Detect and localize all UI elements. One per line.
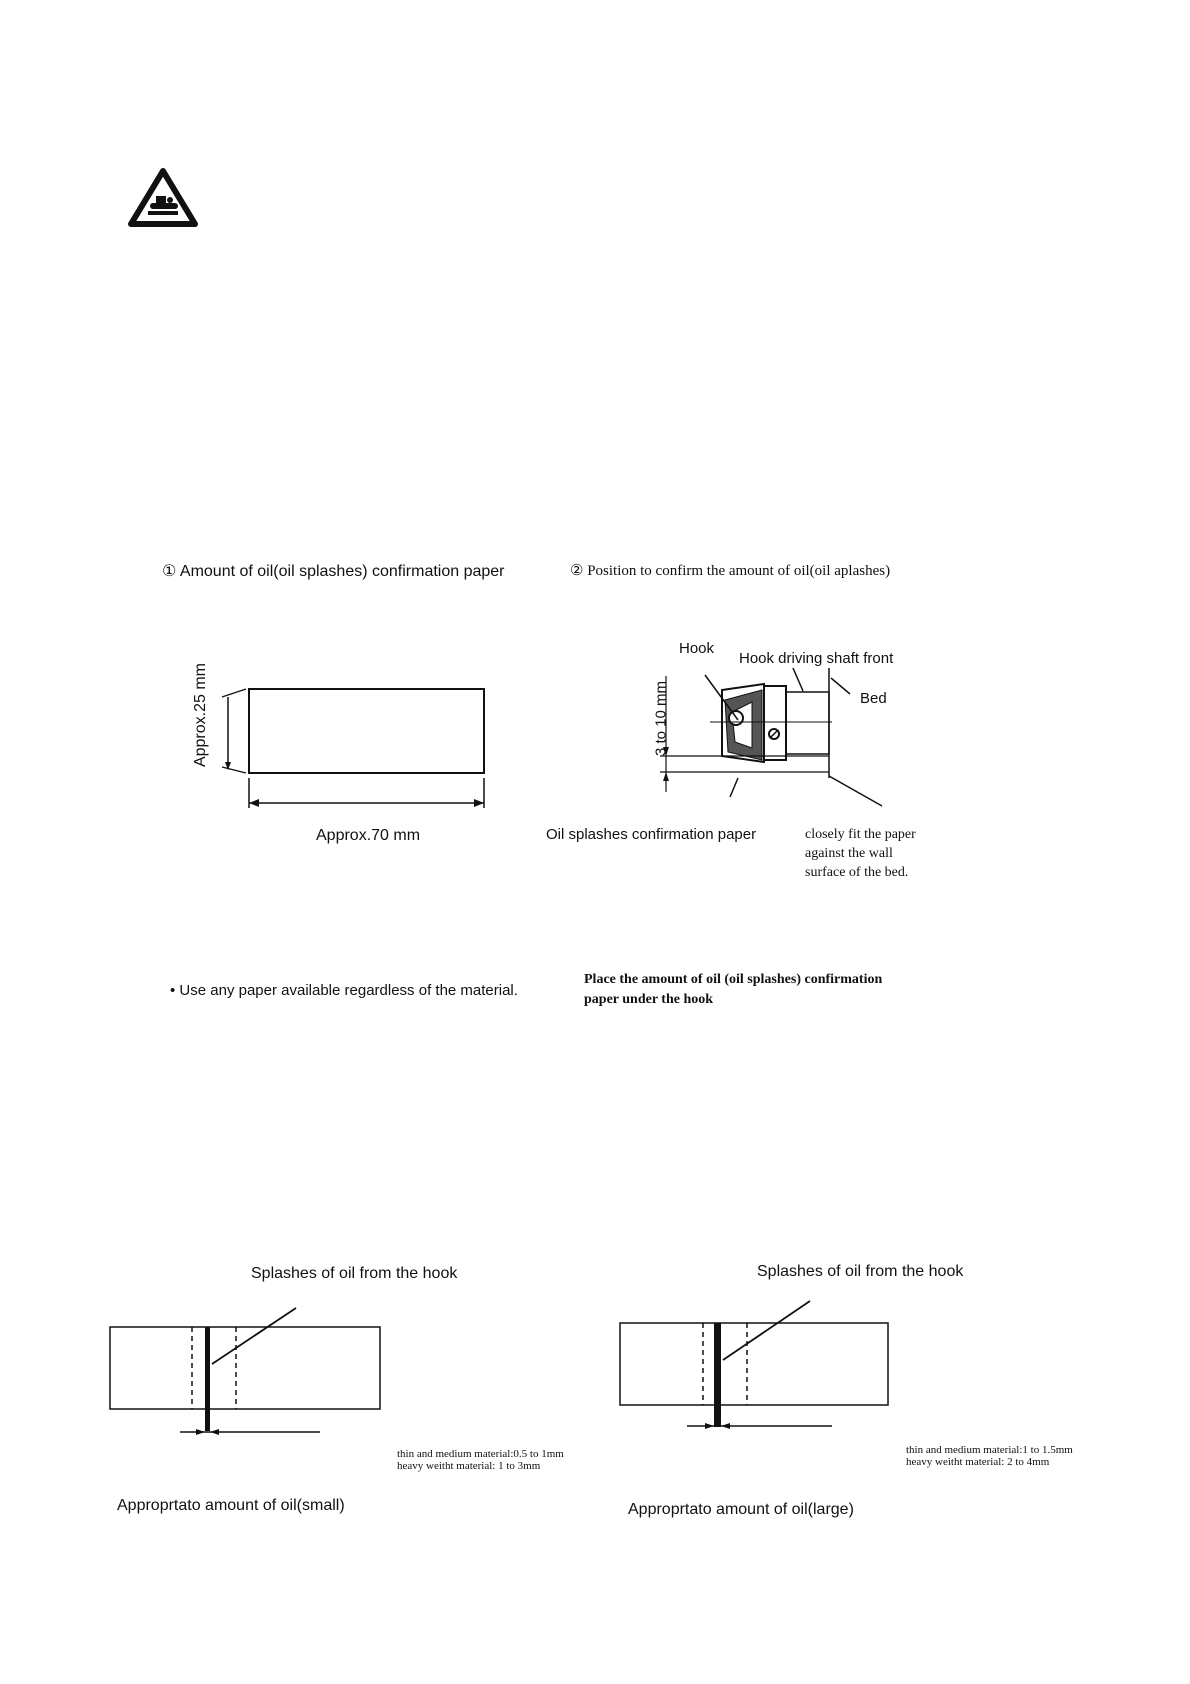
fit-note-line: surface of the bed. [805, 865, 909, 880]
bed-label: Bed [860, 690, 887, 707]
placement-note-line: Place the amount of oil (oil splashes) confirmation [584, 972, 883, 987]
hook-label: Hook [679, 640, 715, 657]
splash-label-large: Splashes of oil from the hook [757, 1263, 964, 1280]
figure1-title: ① Amount of oil(oil splashes) confirmation paper [162, 563, 505, 580]
caption-small: Approprtato amount of oil(small) [117, 1497, 345, 1514]
spec-line: thin and medium material:1 to 1.5mm [906, 1444, 1073, 1456]
fit-note-line: against the wall [805, 846, 893, 861]
paper-material-note: • Use any paper available regardless of the material. [170, 982, 518, 999]
splash-label-small: Splashes of oil from the hook [251, 1265, 458, 1282]
fit-note-line: closely fit the paper [805, 827, 916, 842]
width-dimension-label: Approx.70 mm [316, 827, 421, 844]
spec-note-large [906, 1444, 1073, 1468]
placement-note-line: paper under the hook [584, 992, 714, 1007]
height-dimension-label: Approx.25 mm [192, 662, 209, 768]
spec-line: thin and medium material:0.5 to 1mm [397, 1448, 564, 1460]
oil-paper-label: Oil splashes confirmation paper [546, 826, 757, 843]
caption-large: Approprtato amount of oil(large) [628, 1501, 854, 1518]
spec-line: heavy weitht material: 1 to 3mm [397, 1460, 541, 1472]
spec-line: heavy weitht material: 2 to 4mm [906, 1456, 1050, 1468]
hook-driving-shaft-label: Hook driving shaft front [739, 650, 894, 667]
figure2-title: ② Position to confirm the amount of oil(oil aplashes) [570, 563, 891, 579]
distance-label: 3 to 10 mm [652, 680, 670, 757]
